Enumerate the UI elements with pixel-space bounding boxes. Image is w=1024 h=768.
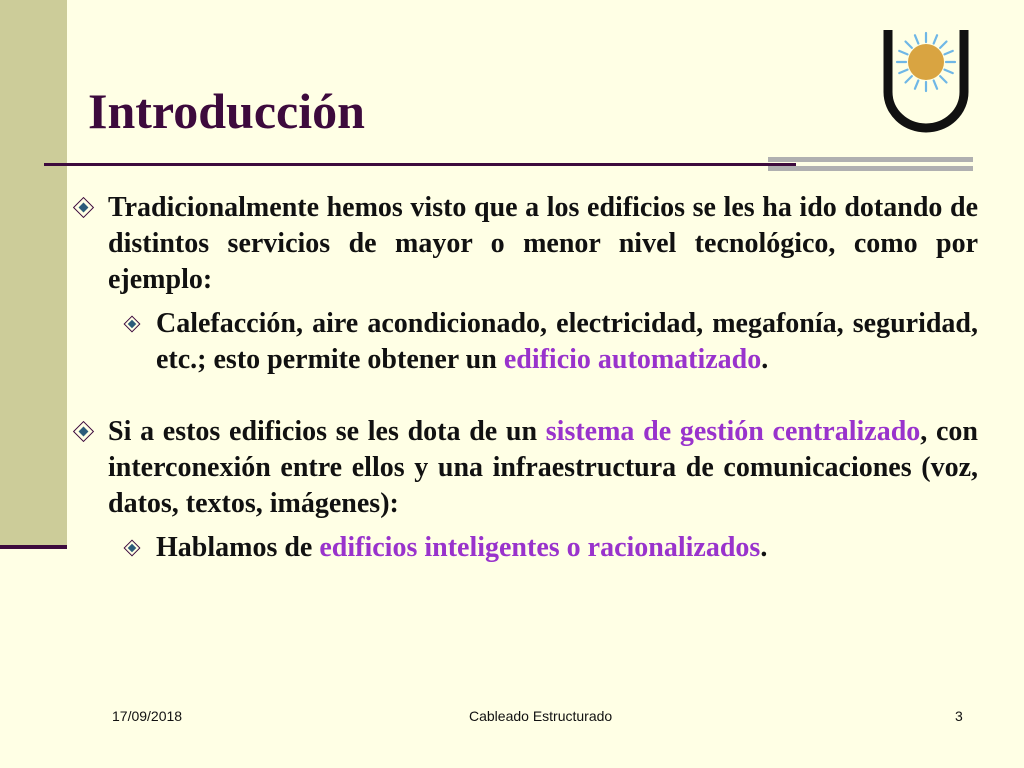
slide-content [72,190,978,566]
sub-bullet-text-end: . [761,344,769,375]
decorative-bars [768,157,973,175]
diamond-bullet-icon [73,421,94,442]
university-logo-icon [880,26,972,134]
highlight-text: edificios inteligentes o racionalizados [319,532,761,563]
sun-disc-icon [908,44,944,80]
sub-bullet-item [120,306,978,378]
diamond-bullet-icon [73,197,94,218]
footer-title: Cableado Estructurado [469,708,613,724]
footer-date: 17/09/2018 [112,708,183,724]
bullet-text: Tradicionalmente hemos visto que a los edificios se les ha ido dotando de distintos servicios de mayor o menor nivel tecnológico, como por ejemplo: [108,192,978,295]
diamond-bullet-icon [124,316,141,333]
title-rule [44,163,796,166]
slide-title: Introducción [88,83,365,139]
page-number: 3 [955,708,963,724]
bullet-item [72,190,978,298]
bullet-text-end: , con interconexión entre ellos y una infraestructura de comunicaciones (voz, datos, textos, imágenes): [108,416,979,519]
diamond-bullet-icon [124,540,141,557]
decorative-bar [768,157,973,162]
sub-bullet-text: Calefacción, aire acondicionado, electricidad, megafonía, seguridad, etc.; esto permite obtener un [156,308,978,375]
side-band-rule [0,545,67,549]
side-band [0,0,67,545]
decorative-bar [768,166,973,171]
bullet-item [72,414,978,522]
highlight-text: edificio automatizado [503,344,762,375]
sub-bullet-text-end: . [760,532,768,563]
sub-bullet-text: Hablamos de [156,532,320,563]
sub-bullet-item [120,530,978,566]
highlight-text: sistema de gestión centralizado [545,416,921,447]
bullet-text: Si a estos edificios se les dota de un [108,416,546,447]
